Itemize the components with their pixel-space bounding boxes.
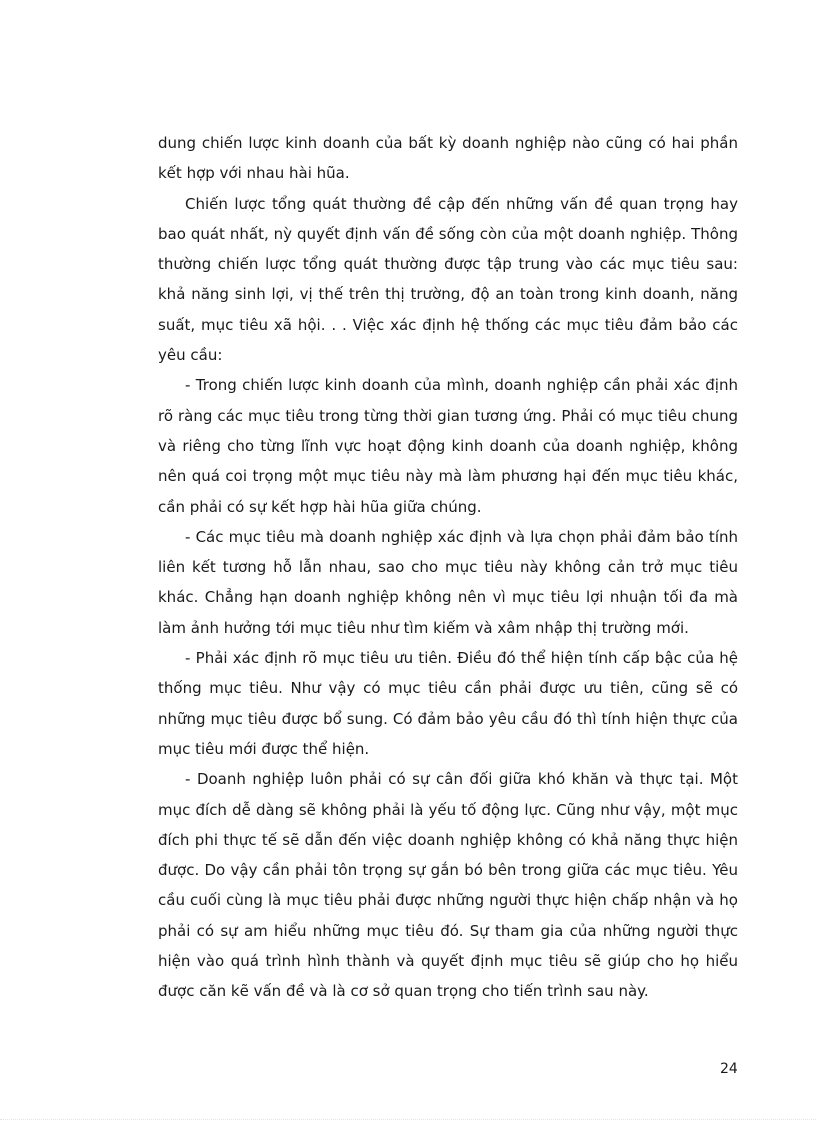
- paragraph-requirement-1: - Trong chiến lược kinh doanh của mình, doanh nghiệp cần phải xác định rõ ràng các mục tiêu trong từng thời gian tương ứng. Phải có mục tiêu chung và riêng cho từng lĩnh vực hoạt động kinh doanh của doanh nghiệp, không nên quá coi trọng một mục tiêu này mà làm phương hại đến mục tiêu khác, cần phải có sự kết hợp hài hũa giữa chúng.: [158, 376, 738, 516]
- page-number: 24: [720, 1061, 738, 1077]
- paragraph-continuation: dung chiến lược kinh doanh của bất kỳ doanh nghiệp nào cũng có hai phần kết hợp với nhau hài hũa.: [158, 134, 738, 183]
- body-text: [158, 128, 738, 1007]
- paragraph-general-strategy: Chiến lược tổng quát thường đề cập đến những vấn đề quan trọng hay bao quát nhất, nỳ quyết định vấn đề sống còn của một doanh nghiệp. Thông thường chiến lược tổng quát thường được tập trung vào các mục tiêu sau: khả năng sinh lợi, vị thế trên thị trường, độ an toàn trong kinh doanh, năng suất, mục tiêu xã hội. . . Việc xác định hệ thống các mục tiêu đảm bảo các yêu cầu:: [158, 194, 738, 365]
- paragraph-requirement-2: - Các mục tiêu mà doanh nghiệp xác định và lựa chọn phải đảm bảo tính liên kết tương hỗ lẫn nhau, sao cho mục tiêu này không cản trở mục tiêu khác. Chẳng hạn doanh nghiệp không nên vì mục tiêu lợi nhuận tối đa mà làm ảnh hưởng tới mục tiêu như tìm kiếm và xâm nhập thị trường mới.: [158, 527, 738, 637]
- paragraph-requirement-3: - Phải xác định rõ mục tiêu ưu tiên. Điều đó thể hiện tính cấp bậc của hệ thống mục tiêu. Như vậy có mục tiêu cần phải được ưu tiên, cũng sẽ có những mục tiêu được bổ sung. Có đảm bảo yêu cầu đó thì tính hiện thực của mục tiêu mới được thể hiện.: [158, 649, 738, 758]
- paragraph-requirement-4: - Doanh nghiệp luôn phải có sự cân đối giữa khó khăn và thực tại. Một mục đích dễ dàng sẽ không phải là yếu tố động lực. Cũng như vậy, một mục đích phi thực tế sẽ dẫn đến việc doanh nghiệp không có khả năng thực hiện được. Do vậy cần phải tôn trọng sự gắn bó bên trong giữa các mục tiêu. Yêu cầu cuối cùng là mục tiêu phải được những người thực hiện chấp nhận và họ phải có sự am hiểu những mục tiêu đó. Sự tham gia của những người thực hiện vào quá trình hình thành và quyết định mục tiêu sẽ giúp cho họ hiểu được căn kẽ vấn đề và là cơ sở quan trọng cho tiến trình sau này.: [158, 770, 738, 1001]
- bottom-divider: [0, 1119, 816, 1120]
